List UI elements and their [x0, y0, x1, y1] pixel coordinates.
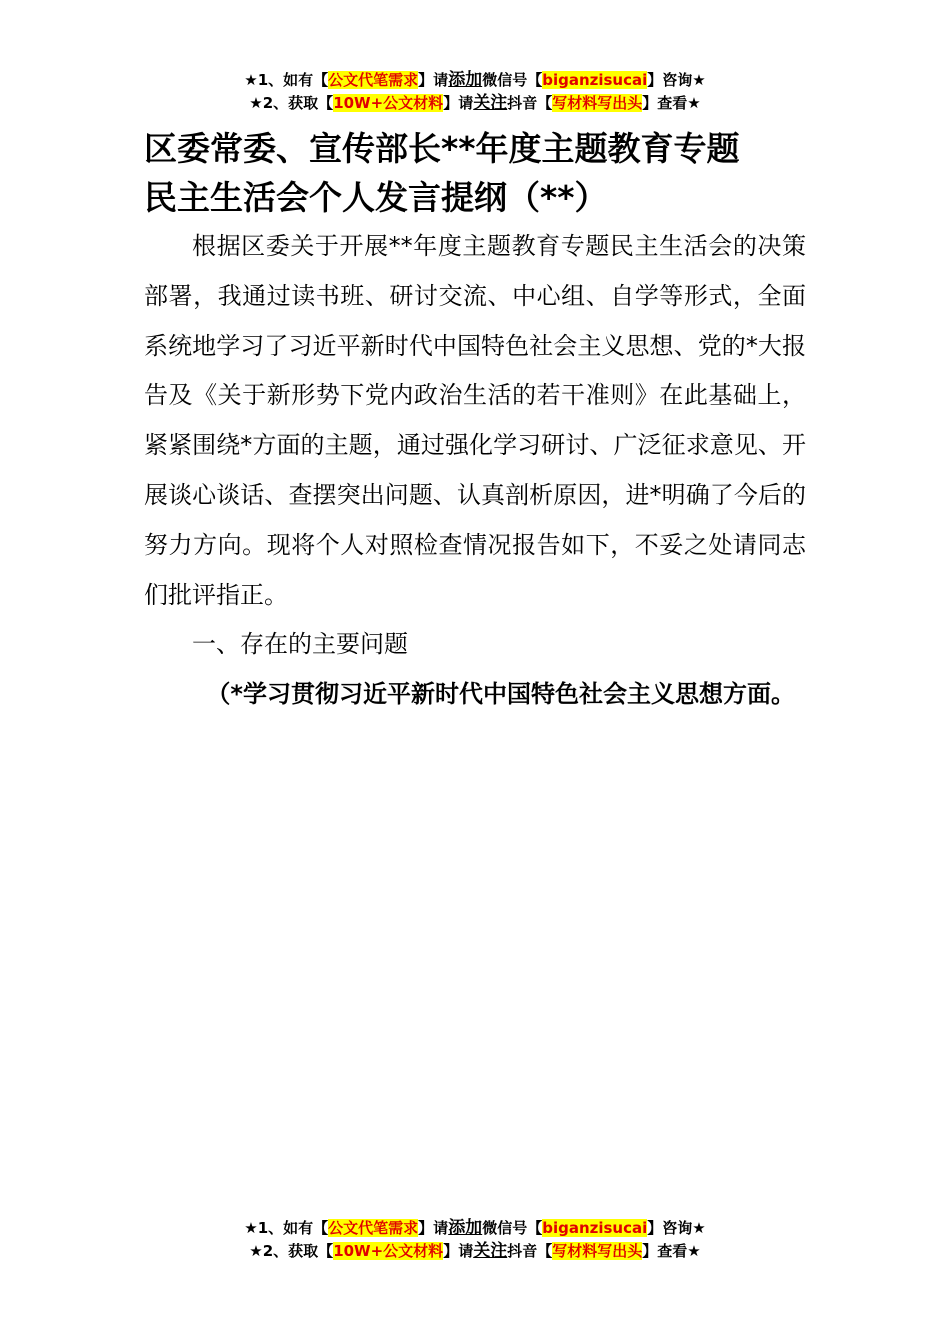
promo-highlight: 公文代笔需求	[328, 1219, 419, 1237]
promo-line-2	[0, 92, 950, 115]
promo-text: 抖音【	[507, 94, 553, 112]
promo-emphasis: 关注	[473, 93, 508, 113]
promo-highlight: 写材料写出头	[552, 1242, 643, 1260]
promo-text: 】请	[418, 71, 449, 89]
subsection-heading: （*学习贯彻习近平新时代中国特色社会主义思想方面。	[206, 680, 795, 709]
promo-text: 】请	[443, 1242, 474, 1260]
promo-text: ★2、获取【	[249, 94, 334, 112]
bottom-promo-banner	[0, 1217, 950, 1263]
promo-text: 】咨询★	[647, 1219, 706, 1237]
promo-highlight: biganzisucai	[542, 71, 648, 89]
promo-line-2	[0, 1240, 950, 1263]
promo-text: 】咨询★	[647, 71, 706, 89]
section-heading: 一、存在的主要问题	[192, 630, 408, 659]
promo-highlight: biganzisucai	[542, 1219, 648, 1237]
promo-text: 】查看★	[642, 94, 701, 112]
promo-text: 微信号【	[482, 71, 543, 89]
promo-line-1	[0, 69, 950, 92]
promo-highlight: 10W+公文材料	[333, 1242, 444, 1260]
intro-paragraph: 根据区委关于开展**年度主题教育专题民主生活会的决策部署，我通过读书班、研讨交流、中心组、自学等形式，全面系统地学习了习近平新时代中国特色社会主义思想、党的*大报告及《关于新形势下党内政治生活的若干准则》在此基础上，紧紧围绕*方面的主题，通过强化学习研讨、广泛征求意见、开展谈心谈话、查摆突出问题、认真剖析原因，进*明确了今后的努力方向。现将个人对照检查情况报告如下，不妥之处请同志们批评指正。	[144, 232, 806, 609]
title-line-1: 区委常委、宣传部长**年度主题教育专题	[144, 129, 740, 168]
promo-text: 】查看★	[642, 1242, 701, 1260]
promo-line-1	[0, 1217, 950, 1240]
promo-highlight: 10W+公文材料	[333, 94, 444, 112]
promo-emphasis: 添加	[448, 1218, 483, 1238]
promo-text: 微信号【	[482, 1219, 543, 1237]
promo-emphasis: 添加	[448, 70, 483, 90]
title-line-2: 民主生活会个人发言提纲（**）	[144, 178, 608, 217]
promo-highlight: 写材料写出头	[552, 94, 643, 112]
promo-highlight: 公文代笔需求	[328, 71, 419, 89]
promo-text: ★2、获取【	[249, 1242, 334, 1260]
top-promo-banner	[0, 69, 950, 115]
document-body	[144, 222, 806, 720]
promo-text: ★1、如有【	[244, 71, 329, 89]
promo-text: 】请	[418, 1219, 449, 1237]
promo-text: 抖音【	[507, 1242, 553, 1260]
promo-text: 】请	[443, 94, 474, 112]
promo-text: ★1、如有【	[244, 1219, 329, 1237]
document-title	[144, 124, 824, 222]
promo-emphasis: 关注	[473, 1241, 508, 1261]
